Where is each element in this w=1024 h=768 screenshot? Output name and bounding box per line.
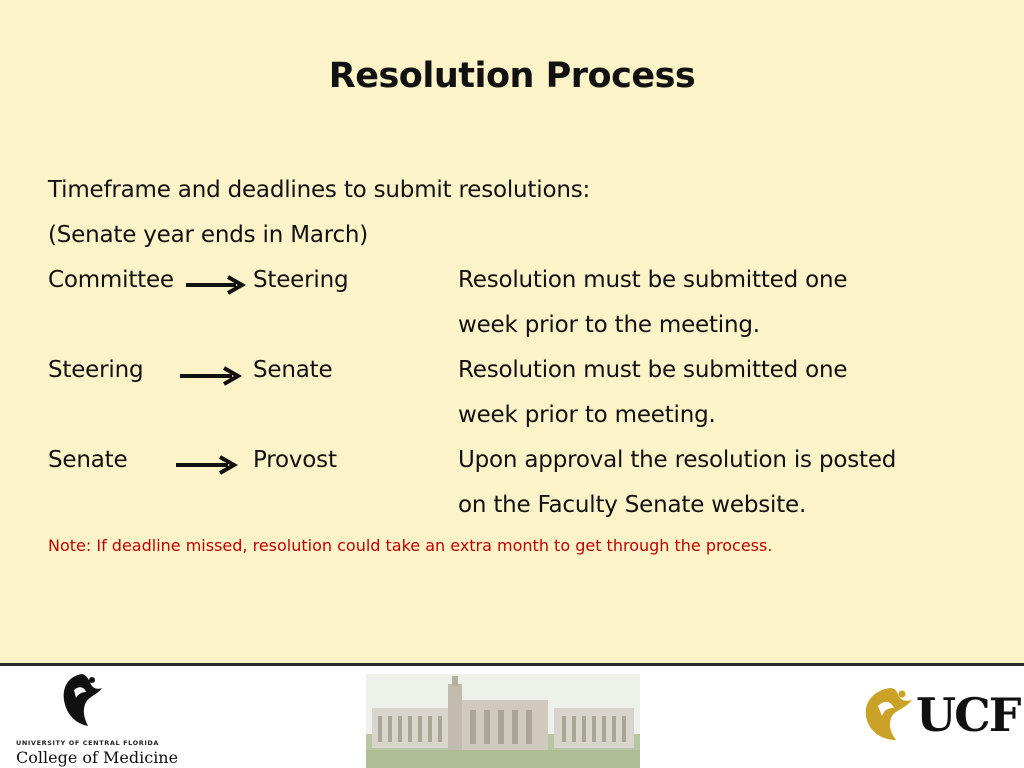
row-3-desc-line-1: Upon approval the resolution is posted [458,447,897,473]
row-3-from: Senate [48,447,128,473]
arrow-right-icon [174,455,240,475]
slide-title: Resolution Process [328,56,696,96]
ucf-logo [860,684,1020,746]
row-1-from: Committee [48,267,174,293]
deadline-note: Note: If deadline missed, resolution could take an extra month to get through the process. [48,536,773,555]
row-2-desc-line-1: Resolution must be submitted one [458,357,848,383]
arrow-right-icon [178,366,244,386]
college-of-medicine-logo [14,672,179,767]
row-2-from: Steering [48,357,144,383]
row-1-desc-line-1: Resolution must be submitted one [458,267,848,293]
pegasus-icon [860,684,918,744]
intro-line-2: (Senate year ends in March) [48,222,369,248]
ucf-wordmark: UCF [916,688,1020,742]
row-2-to: Senate [253,357,333,383]
left-logo-college: College of Medicine [16,748,179,767]
pegasus-icon [58,672,106,728]
row-1-to: Steering [253,267,349,293]
arrow-right-icon [184,275,248,295]
left-logo-university: UNIVERSITY OF CENTRAL FLORIDA [16,739,159,747]
building-image [366,674,640,768]
row-3-to: Provost [253,447,337,473]
intro-line-1: Timeframe and deadlines to submit resolutions: [48,177,591,203]
row-3-desc-line-2: on the Faculty Senate website. [458,492,807,518]
row-2-desc-line-2: week prior to meeting. [458,402,716,428]
row-1-desc-line-2: week prior to the meeting. [458,312,760,338]
footer [0,666,1024,768]
